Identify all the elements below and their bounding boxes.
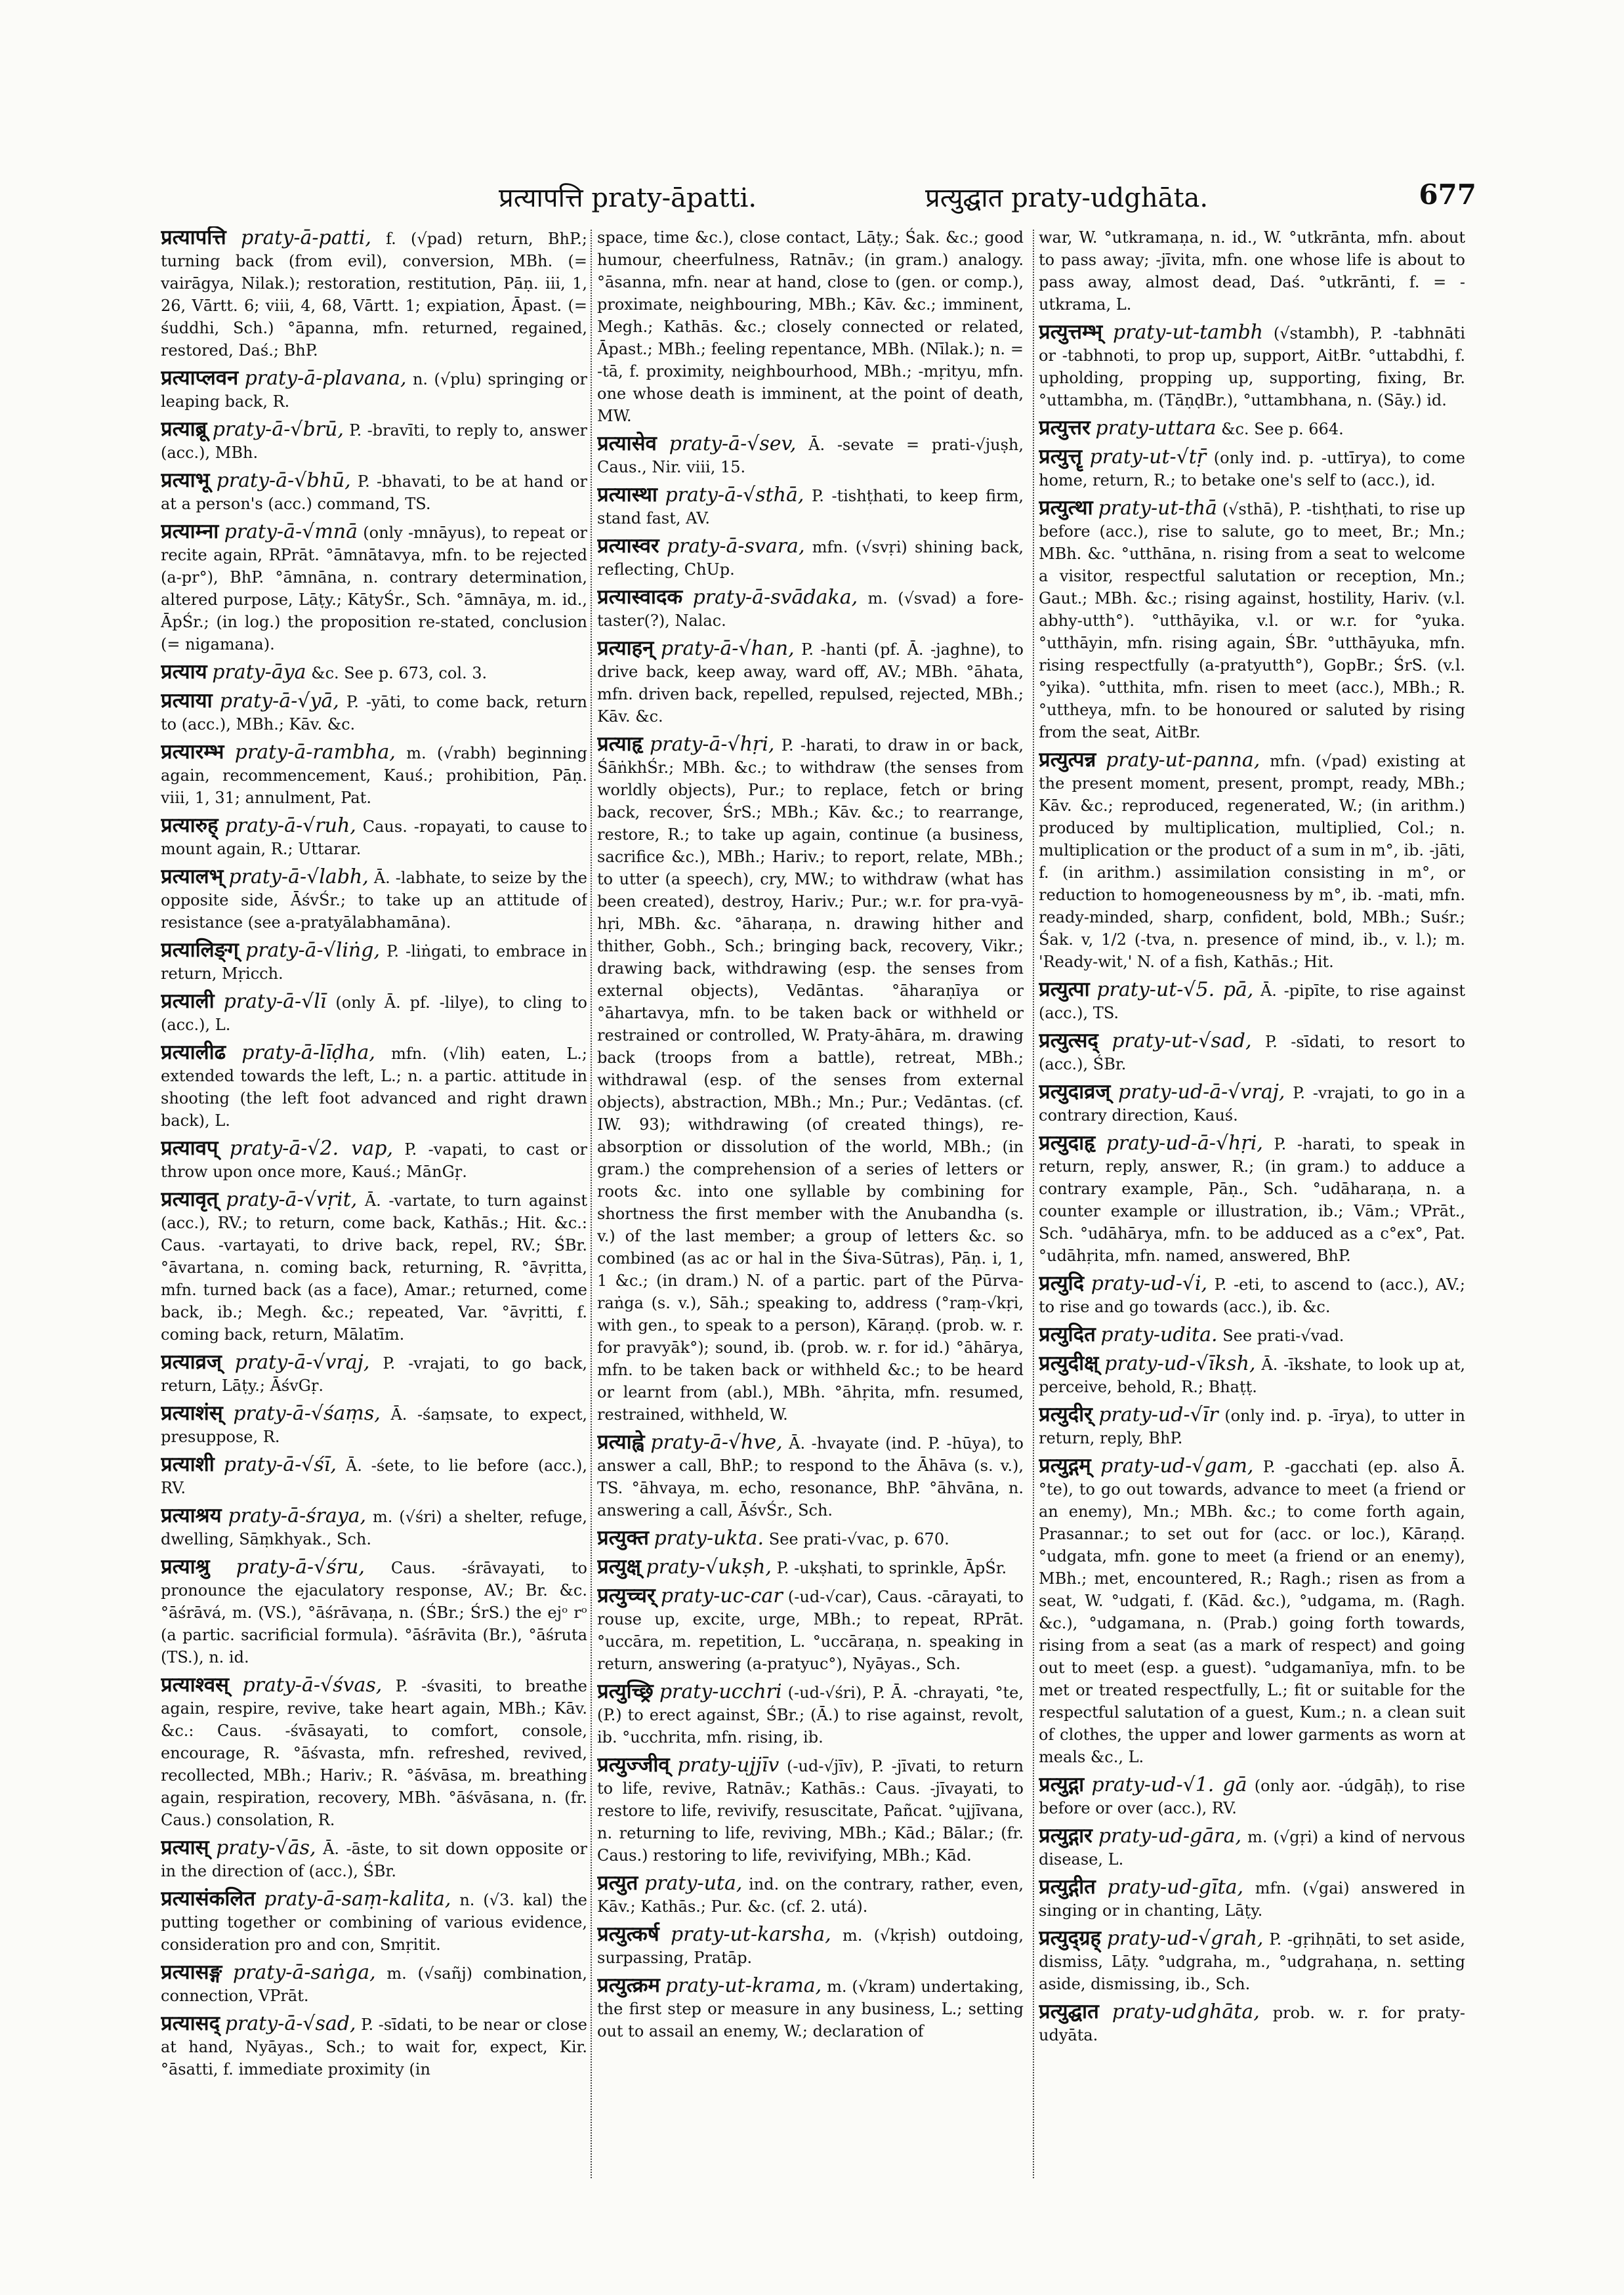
dictionary-columns bbox=[161, 226, 1480, 2214]
headword-transliteration: praty-ā-√sthā, bbox=[665, 484, 804, 507]
dictionary-entry bbox=[1039, 1323, 1465, 1347]
entry-definition: P. -liṅgati, to embrace in return, Mṛicch. bbox=[161, 942, 587, 983]
headword-devanagari: प्रत्युत्था bbox=[1039, 496, 1093, 520]
dictionary-entry bbox=[1039, 1825, 1465, 1871]
header-right: प्रत्युद्घात praty-udghāta. bbox=[925, 183, 1209, 213]
column-3 bbox=[1039, 226, 1465, 2208]
entry-definition: P. -sīdati, to resort to (acc.), ŚBr. bbox=[1039, 1033, 1465, 1073]
dictionary-entry bbox=[597, 586, 1024, 632]
headword-transliteration: praty-ā-√śru, bbox=[236, 1556, 365, 1579]
entry-definition: P. -harati, to draw in or back, ŚāṅkhŚr.; MBh. &c.; to withdraw (the senses from worldly objects), Pur.; to replace, fetch or bring back, recover, ŚrS.; MBh.; Kāv. &c.; to rearrange, restore, R.; to take up again, continue (a business, sacrifice &c.), MBh.; Hariv.; to report, relate, MBh.; to utter (a speech), cry, MW.; to withdraw (what has been created), destroy, Hariv.; Pur.; w.r. for pra-vyā-hṛi, MBh. &c. °āharaṇa, n. drawing hither and thither, Gobh., Sch.; bringing back, recovery, Vikr.; drawing back, withdrawing (esp. the senses from external objects), Vedāntas. °āharaṇīya or °āhartavya, mfn. to be taken back or withheld or restrained or controlled, W. Praty-āhāra, m. drawing back (troops from a battle), retreat, MBh.; withdrawal (esp. of the senses from external objects), abstraction, MBh.; Mn.; Pur.; Vedāntas. (cf. IW. 93); withdrawing (of created things), re-absorption or dissolution of the world, MBh.; (in gram.) the comprehension of a series of letters or roots &c. into one syllable by combining for shortness the first member with the Anubandha (s. v.) of the last member; a group of letters &c. so combined (as ac or hal in the Śiva-Sūtras), Pāṇ. i, 1, 1 &c.; (in dram.) N. of a partic. part of the Pūrva-raṅga (s. v.), Sāh.; speaking to, address (°raṃ-√kṛi, with gen., to speak to a person), Kāraṇḍ. (prob. w. r. for pravyāk°); sound, ib. (prob. w. r. for id.) °āhārya, mfn. to be taken back or withheld &c.; to be heard or learnt from (abl.), MBh. °āhṛita, mfn. resumed, restrained, withheld, W. bbox=[597, 736, 1024, 1424]
headword-transliteration: praty-ud-√grah, bbox=[1106, 1927, 1264, 1950]
dictionary-entry bbox=[161, 1188, 587, 1346]
dictionary-entry bbox=[161, 1453, 587, 1499]
headword-transliteration: praty-ut-√5. pā, bbox=[1096, 978, 1254, 1001]
headword-devanagari: प्रत्यास्वादक bbox=[597, 585, 683, 609]
headword-transliteration: praty-ā-√bhū, bbox=[216, 469, 351, 492]
headword-devanagari: प्रत्यापत्ति bbox=[161, 226, 226, 249]
dictionary-entry bbox=[161, 814, 587, 860]
dictionary-entry bbox=[597, 432, 1024, 478]
headword-devanagari: प्रत्यावृत् bbox=[161, 1188, 219, 1211]
headword-transliteration: praty-udghāta, bbox=[1112, 2000, 1260, 2023]
entry-definition: m. (√sañj) combination, connection, VPrāt. bbox=[161, 1964, 587, 2005]
headword-transliteration: praty-ukta. bbox=[654, 1527, 764, 1550]
entry-definition: Ā. -īkshate, to look up at, perceive, behold, R.; Bhaṭṭ. bbox=[1039, 1355, 1465, 1396]
running-header bbox=[157, 178, 1476, 224]
headword-transliteration: praty-udita. bbox=[1100, 1323, 1218, 1346]
headword-devanagari: प्रत्युदीर् bbox=[1039, 1403, 1093, 1426]
headword-devanagari: प्रत्यासङ्ग bbox=[161, 1960, 222, 1984]
entry-definition: P. -vrajati, to go back, return, Lāṭy.; ĀśvGṛ. bbox=[161, 1354, 587, 1395]
headword-devanagari: प्रत्याश्रय bbox=[161, 1504, 222, 1527]
dictionary-entry bbox=[597, 733, 1024, 1426]
dictionary-entry bbox=[1039, 1029, 1465, 1075]
headword-devanagari: प्रत्याशी bbox=[161, 1453, 215, 1476]
entry-definition: m. (√rabh) beginning again, recommencement, Kauś.; prohibition, Pāṇ. viii, 1, 31; annulment, Pat. bbox=[161, 744, 587, 807]
dictionary-entry bbox=[1039, 749, 1465, 973]
headword-transliteration: praty-ā-plavana, bbox=[244, 367, 407, 390]
headword-transliteration: praty-ā-√liṅg, bbox=[245, 939, 380, 962]
dictionary-entry bbox=[1039, 1272, 1465, 1318]
entry-definition: Ā. -pipīte, to rise against (acc.), TS. bbox=[1039, 982, 1465, 1022]
dictionary-entry bbox=[597, 1556, 1024, 1579]
dictionary-entry bbox=[1039, 226, 1465, 316]
headword-transliteration: praty-ut-panna, bbox=[1106, 749, 1260, 772]
headword-transliteration: praty-ā-√ruh, bbox=[224, 814, 356, 837]
dictionary-entry bbox=[161, 520, 587, 655]
entry-definition: P. -śvasiti, to breathe again, respire, revive, take heart again, MBh.; Kāv. &c.: Caus. -śvāsayati, to comfort, console, encourage, R. °āśvasta, mfn. refreshed, revived, recollected, MBh.; Hariv.; R. °āśvāsa, m. breathing again, respiration, recovery, MBh. °āśvāsana, n. (fr. Caus.) consolation, R. bbox=[161, 1677, 587, 1829]
dictionary-entry bbox=[161, 1351, 587, 1397]
headword-devanagari: प्रत्युत्तॄ bbox=[1039, 445, 1083, 468]
headword-devanagari: प्रत्यास्वर bbox=[597, 534, 659, 558]
headword-devanagari: प्रत्युद्गार bbox=[1039, 1824, 1093, 1848]
entry-definition: P. -eti, to ascend to (acc.), AV.; to rise and go towards (acc.), ib. &c. bbox=[1039, 1275, 1465, 1316]
dictionary-entry bbox=[597, 1584, 1024, 1675]
dictionary-entry bbox=[1039, 1081, 1465, 1127]
headword-devanagari: प्रत्यालीढ bbox=[161, 1041, 226, 1064]
headword-transliteration: praty-ā-√sad, bbox=[224, 2012, 356, 2035]
dictionary-entry bbox=[597, 535, 1024, 581]
dictionary-entry bbox=[1039, 1455, 1465, 1768]
entry-definition: (only -mnāyus), to repeat or recite again, RPrāt. °āmnātavya, mfn. to be rejected (a-pr°), BhP. °āmnāna, n. contrary determination, altered purpose, Lāṭy.; KātyŚr., Sch. °āmnāya, m. id., ĀpŚr.; (in log.) the proposition re-stated, conclusion (= nigamana). bbox=[161, 524, 587, 653]
dictionary-entry bbox=[161, 1556, 587, 1668]
headword-devanagari: प्रत्युच्चर् bbox=[597, 1584, 656, 1607]
dictionary-entry bbox=[597, 637, 1024, 728]
headword-devanagari: प्रत्याशंस् bbox=[161, 1401, 223, 1425]
headword-transliteration: praty-ā-śraya, bbox=[228, 1504, 367, 1527]
headword-devanagari: प्रत्याश्वस् bbox=[161, 1673, 230, 1697]
entry-definition: See prati-√vac, p. 670. bbox=[768, 1530, 949, 1548]
headword-transliteration: praty-ā-√mnā bbox=[224, 520, 358, 543]
headword-transliteration: praty-ā-√labh, bbox=[228, 865, 369, 888]
entry-definition: Caus. -śrāvayati, to pronounce the ejaculatory response, AV.; Br. &c. °āśrāvá, m. (VS.), °āśrāvaṇa, n. (ŚBr.; ŚrS.) the ejᵒ rᵒ (a partic. sacrificial formula). °āśrāvita (Br.), °āśruta (TS.), n. id. bbox=[161, 1559, 587, 1666]
entry-definition: (only Ā. pf. -lilye), to cling to (acc.), L. bbox=[161, 993, 587, 1034]
headword-devanagari: प्रत्याहृ bbox=[597, 732, 643, 756]
entry-definition: Ā. -hvayate (ind. P. -hūya), to answer a call, BhP.; to respond to the Āhāva (s. v.), TS. °āhvaya, m. echo, resonance, BhP. °āhvāna, n. answering a call, ĀśvŚr., Sch. bbox=[597, 1434, 1024, 1520]
headword-transliteration: praty-ā-rambha, bbox=[234, 741, 396, 764]
dictionary-entry bbox=[1039, 1927, 1465, 1995]
headword-transliteration: praty-ā-√brū, bbox=[212, 418, 344, 441]
dictionary-entry bbox=[597, 1974, 1024, 2042]
dictionary-entry bbox=[161, 1137, 587, 1183]
headword-devanagari: प्रत्यावप् bbox=[161, 1136, 219, 1160]
dictionary-entry bbox=[1039, 445, 1465, 491]
entry-definition: n. (√3. kal) the putting together or combining of various evidence, consideration pro and con, Smṛitit. bbox=[161, 1891, 587, 1954]
dictionary-entry bbox=[161, 1888, 587, 1956]
headword-devanagari: प्रत्युदीक्ष् bbox=[1039, 1352, 1099, 1375]
entry-definition: P. -gacchati (ep. also Ā. °te), to go out towards, advance to meet (a friend or an enemy), Mn.; MBh. &c.; to come forth again, Prasannar.; to set out for (acc. or loc.), Kāraṇḍ. °udgata, mfn. gone to meet (a friend or an enemy), MBh.; met, encountered, R.; Ragh.; risen as from a seat, W. °udgati, f. (Kād. &c.), °udgama, m. (Ragh. &c.), °udgamana, n. (Prab.) going forth towards, rising from a seat (as a mark of respect) and going out to meet (esp. a guest). °udgamanīya, mfn. to be met or treated respectfully, L.; fit or suitable for the respectful salutation of a guest, Kum.; n. a clean suit of clothes, the upper and lower garments as worn at meals &c., L. bbox=[1039, 1458, 1465, 1766]
headword-devanagari: प्रत्यासेव bbox=[597, 432, 657, 455]
dictionary-entry bbox=[1039, 1773, 1465, 1819]
headword-devanagari: प्रत्यासद् bbox=[161, 2012, 220, 2035]
dictionary-entry bbox=[1039, 2000, 1465, 2046]
dictionary-entry bbox=[597, 1754, 1024, 1867]
entry-definition: (-ud-√śri), P. Ā. -chrayati, °te, (P.) to erect against, ŚBr.; (Ā.) to rise against, revolt, ib. °ucchrita, mfn. rising, ib. bbox=[597, 1684, 1024, 1747]
headword-transliteration: praty-ā-√śaṃs, bbox=[233, 1402, 381, 1425]
headword-transliteration: praty-ā-svara, bbox=[666, 535, 805, 558]
entry-definition: m. (√śri) a shelter, refuge, dwelling, Sāṃkhyak., Sch. bbox=[161, 1508, 587, 1548]
dictionary-entry bbox=[597, 1680, 1024, 1748]
headword-transliteration: praty-ā-√2. vap, bbox=[229, 1137, 394, 1160]
dictionary-entry bbox=[161, 469, 587, 515]
entry-definition: (-ud-√jīv), P. -jīvati, to return to life, revive, Ratnāv.; Kathās.: Caus. -jīvayati, to restore to life, revivify, resuscitate, Pañcat. °ujjīvana, n. returning to life, reviving, MBh.; Kād.; Bālar.; (fr. Caus.) restoring to life, revivifying, MBh.; Kād. bbox=[597, 1757, 1024, 1865]
headword-transliteration: praty-ā-√śvas, bbox=[242, 1674, 383, 1697]
entry-definition: Ā. -sevate = prati-√juṣh, Caus., Nir. viii, 15. bbox=[597, 436, 1024, 476]
entry-definition: P. -vapati, to cast or throw upon once more, Kauś.; MānGṛ. bbox=[161, 1140, 587, 1181]
headword-devanagari: प्रत्याहन् bbox=[597, 636, 654, 660]
dictionary-entry bbox=[597, 484, 1024, 529]
headword-transliteration: praty-ud-√gam, bbox=[1100, 1455, 1254, 1478]
headword-devanagari: प्रत्याय bbox=[161, 660, 207, 684]
entry-definition: war, W. °utkramaṇa, n. id., W. °utkrānta, mfn. about to pass away; -jīvita, mfn. one whose life is about to pass away, almost dead, Daś. °utkrānti, f. = -utkrama, L. bbox=[1039, 228, 1465, 314]
headword-transliteration: praty-āya bbox=[212, 661, 306, 684]
headword-devanagari: प्रत्युक्ष् bbox=[597, 1555, 641, 1579]
entry-definition: Caus. -ropayati, to cause to mount again, R.; Uttarar. bbox=[161, 817, 587, 858]
dictionary-entry bbox=[161, 939, 587, 985]
entry-definition: mfn. (√gai) answered in singing or in chanting, Lāṭy. bbox=[1039, 1879, 1465, 1920]
dictionary-entry bbox=[161, 367, 587, 413]
entry-definition: P. -gṛihṇāti, to set aside, dismiss, Lāṭy. °udgraha, m., °udgrahaṇa, n. setting aside, dismissing, ib., Sch. bbox=[1039, 1930, 1465, 1993]
entry-definition: (only ind. p. -uttīrya), to come home, return, R.; to betake one's self to (acc.), id. bbox=[1039, 449, 1465, 489]
entry-definition: mfn. (√pad) existing at the present moment, present, prompt, ready, MBh.; Kāv. &c.; reproduced, regenerated, W.; (in arithm.) produced by multiplication, multiplied, Col.; n. multiplication or the product of a sum in m°, ib. -jāti, f. (in arithm.) assimilation consisting in m°, or reduction to homogeneousness by m°, ib. -mati, mfn. ready-minded, sharp, confident, bold, MBh.; Suśr.; Śak. v, 1/2 (-tva, n. presence of mind, ib., v. l.); m. 'Ready-wit,' N. of a fish, Kathās.; Hit. bbox=[1039, 752, 1465, 971]
entry-definition: P. -bravīti, to reply to, answer (acc.), MBh. bbox=[161, 421, 587, 462]
dictionary-entry bbox=[597, 226, 1024, 427]
entry-definition: f. (√pad) return, BhP.; turning back (from evil), conversion, MBh. (= vairāgya, Nilak.); restoration, restitution, Pāṇ. iii, 1, 26, Vārtt. 6; viii, 4, 68, Vārtt. 1; expiation, Āpast. (= śuddhi, Sch.) °āpanna, mfn. returned, regained, restored, Daś.; BhP. bbox=[161, 230, 587, 360]
entry-definition: mfn. (√svṛi) shining back, reflecting, ChUp. bbox=[597, 538, 1024, 579]
headword-devanagari: प्रत्युज्जीव् bbox=[597, 1753, 670, 1777]
dictionary-entry bbox=[161, 990, 587, 1036]
headword-transliteration: praty-uc-car bbox=[660, 1584, 783, 1607]
dictionary-entry bbox=[161, 741, 587, 809]
headword-devanagari: प्रत्युद्ग्रह् bbox=[1039, 1926, 1102, 1950]
entry-definition: Ā. -śete, to lie before (acc.), RV. bbox=[161, 1457, 587, 1497]
headword-transliteration: praty-ā-√hṛi, bbox=[649, 733, 775, 756]
headword-transliteration: praty-uta, bbox=[644, 1872, 743, 1895]
page-number: 677 bbox=[1419, 178, 1476, 211]
headword-devanagari: प्रत्युत्तम्भ् bbox=[1039, 320, 1103, 344]
entry-definition: mfn. (√lih) eaten, L.; extended towards the left, L.; n. a partic. attitude in shooting (the left foot advanced and right drawn back), L. bbox=[161, 1044, 587, 1130]
headword-transliteration: praty-ā-patti, bbox=[240, 226, 371, 249]
headword-devanagari: प्रत्युक्त bbox=[597, 1526, 649, 1550]
headword-transliteration: praty-ut-krama, bbox=[665, 1974, 822, 1997]
dictionary-entry bbox=[1039, 497, 1465, 743]
headword-transliteration: praty-ud-ā-√vraj, bbox=[1118, 1081, 1285, 1104]
headword-transliteration: praty-ud-gīta, bbox=[1107, 1876, 1244, 1899]
headword-transliteration: praty-ud-√īr bbox=[1098, 1403, 1218, 1426]
dictionary-entry bbox=[161, 1674, 587, 1831]
headword-transliteration: praty-uttara bbox=[1095, 417, 1217, 440]
headword-transliteration: praty-ā-saṃ-kalita, bbox=[264, 1888, 451, 1911]
headword-devanagari: प्रत्युदि bbox=[1039, 1272, 1085, 1295]
dictionary-entry bbox=[161, 865, 587, 934]
headword-devanagari: प्रत्युत्पन्न bbox=[1039, 748, 1096, 772]
headword-transliteration: praty-ut-tambh bbox=[1113, 321, 1263, 344]
dictionary-entry bbox=[597, 1923, 1024, 1969]
headword-devanagari: प्रत्यालभ् bbox=[161, 865, 224, 888]
entry-definition: Ā. -śaṃsate, to expect, presuppose, R. bbox=[161, 1405, 587, 1446]
dictionary-entry bbox=[161, 661, 587, 684]
headword-transliteration: praty-ucchri bbox=[659, 1680, 782, 1703]
headword-devanagari: प्रत्युत bbox=[597, 1871, 638, 1895]
headword-transliteration: praty-ud-ā-√hṛi, bbox=[1106, 1132, 1263, 1155]
headword-transliteration: praty-ā-√śī, bbox=[223, 1453, 337, 1476]
headword-devanagari: प्रत्युदाहृ bbox=[1039, 1131, 1096, 1155]
headword-transliteration: praty-√ās, bbox=[216, 1836, 316, 1859]
entry-definition: (√sthā), P. -tishṭhati, to rise up before (acc.), rise to salute, go to meet, Br.; Mn.; MBh. &c. °utthāna, n. rising from a seat to welcome a visitor, respectful salutation or reception, Mn.; Gaut.; MBh. &c.; rising against, hostility, Hariv. (v.l. abhy-utth°). °utthāyika, v.l. or w.r. for °yuka. °utthāyin, mfn. rising again, ŚBr. °utthāyuka, mfn. rising respectfully (a-pratyutth°), GopBr.; ŚrS. (v.l. °yika). °utthita, mfn. risen to meet (acc.), MBh.; R. °uttheya, mfn. to be honoured or saluted by rising from the seat, AitBr. bbox=[1039, 500, 1465, 741]
dictionary-entry bbox=[1039, 417, 1465, 440]
dictionary-entry bbox=[1039, 1403, 1465, 1449]
headword-devanagari: प्रत्युत्कर्ष bbox=[597, 1922, 659, 1946]
dictionary-entry bbox=[161, 1961, 587, 2007]
dictionary-entry bbox=[1039, 321, 1465, 411]
entry-definition: Ā. -āste, to sit down opposite or in the direction of (acc.), ŚBr. bbox=[161, 1840, 587, 1880]
entry-definition: prob. w. r. for praty-udyāta. bbox=[1039, 2004, 1465, 2044]
headword-transliteration: praty-ā-√sev, bbox=[669, 432, 797, 455]
entry-definition: P. -tishṭhati, to keep firm, stand fast, AV. bbox=[597, 487, 1024, 527]
dictionary-entry bbox=[1039, 1876, 1465, 1922]
headword-devanagari: प्रत्युच्छ्रि bbox=[597, 1680, 654, 1703]
headword-transliteration: praty-ā-√vṛit, bbox=[226, 1188, 358, 1211]
entry-definition: P. -ukṣhati, to sprinkle, ĀpŚr. bbox=[776, 1559, 1007, 1577]
headword-transliteration: praty-ud-√īksh, bbox=[1104, 1352, 1256, 1375]
headword-devanagari: प्रत्युत्सद् bbox=[1039, 1029, 1098, 1052]
headword-devanagari: प्रत्याम्ना bbox=[161, 520, 219, 543]
column-2 bbox=[597, 226, 1024, 2208]
headword-devanagari: प्रत्युद्गीत bbox=[1039, 1875, 1096, 1899]
entry-definition: &c. See p. 673, col. 3. bbox=[311, 664, 488, 682]
dictionary-entry bbox=[1039, 978, 1465, 1024]
headword-devanagari: प्रत्यासंकलित bbox=[161, 1887, 256, 1911]
headword-devanagari: प्रत्युत्क्रम bbox=[597, 1974, 660, 1997]
headword-devanagari: प्रत्यास्था bbox=[597, 483, 657, 507]
headword-transliteration: praty-ut-karsha, bbox=[671, 1923, 831, 1946]
headword-transliteration: praty-ā-√han, bbox=[660, 637, 795, 660]
headword-devanagari: प्रत्याभू bbox=[161, 468, 210, 492]
headword-transliteration: praty-√ukṣh, bbox=[646, 1556, 772, 1579]
headword-devanagari: प्रत्युद्गा bbox=[1039, 1773, 1085, 1796]
headword-transliteration: praty-ut-thā bbox=[1098, 497, 1217, 520]
dictionary-entry bbox=[597, 1431, 1024, 1521]
dictionary-entry bbox=[1039, 1352, 1465, 1398]
headword-transliteration: praty-ā-līḍha, bbox=[241, 1041, 375, 1064]
entry-definition: Ā. -labhate, to seize by the opposite side, ĀśvŚr.; to take up an attitude of resistance (see a-pratyālabhamāna). bbox=[161, 869, 587, 932]
entry-definition: (only aor. -údgāḥ), to rise before or over (acc.), RV. bbox=[1039, 1777, 1465, 1817]
headword-devanagari: प्रत्यारम्भ bbox=[161, 740, 224, 764]
headword-devanagari: प्रत्यालिङ्ग् bbox=[161, 938, 239, 962]
headword-devanagari: प्रत्याह्वे bbox=[597, 1430, 644, 1454]
headword-devanagari: प्रत्याया bbox=[161, 689, 213, 713]
headword-devanagari: प्रत्युत्पा bbox=[1039, 978, 1090, 1001]
dictionary-entry bbox=[161, 1402, 587, 1448]
dictionary-entry bbox=[161, 1041, 587, 1132]
entry-definition: P. -vrajati, to go in a contrary direction, Kauś. bbox=[1039, 1084, 1465, 1125]
dictionary-entry bbox=[1039, 1132, 1465, 1267]
headword-transliteration: praty-ud-√1. gā bbox=[1091, 1773, 1247, 1796]
entry-definition: See prati-√vad. bbox=[1222, 1327, 1344, 1345]
dictionary-entry bbox=[161, 226, 587, 362]
dictionary-entry bbox=[161, 2012, 587, 2080]
entry-definition: P. -yāti, to come back, return to (acc.), MBh.; Kāv. &c. bbox=[161, 693, 587, 734]
dictionary-entry bbox=[161, 418, 587, 464]
headword-transliteration: praty-ut-√tṝ bbox=[1089, 445, 1207, 468]
entry-definition: P. -sīdati, to be near or close at hand, Nyāyas., Sch.; to wait for, expect, Kir. °āsatti, f. immediate proximity (in bbox=[161, 2016, 587, 2078]
dictionary-entry bbox=[597, 1527, 1024, 1550]
headword-devanagari: प्रत्याली bbox=[161, 989, 215, 1013]
entry-definition: (-ud-√car), Caus. -cārayati, to rouse up, excite, urge, MBh.; to repeat, RPrāt. °uccāra, m. repetition, L. °uccāraṇa, n. speaking in return, answering (a-pratyuc°), Nyāyas., Sch. bbox=[597, 1588, 1024, 1673]
entry-definition: n. (√plu) springing or leaping back, R. bbox=[161, 370, 587, 411]
entry-definition: m. (√gṛi) a kind of nervous disease, L. bbox=[1039, 1828, 1465, 1869]
entry-definition: (only ind. p. -īrya), to utter in return, reply, BhP. bbox=[1039, 1407, 1465, 1447]
headword-devanagari: प्रत्यारुह् bbox=[161, 814, 219, 837]
entry-definition: P. -harati, to speak in return, reply, answer, R.; (in gram.) to adduce a contrary example, Pāṇ., Sch. °udāharaṇa, n. a counter example or illustration, ib.; Vām.; VPrāt., Sch. °udāhārya, mfn. to be adduced as a c°ex°, Pat. °udāhṛita, mfn. named, answered, BhP. bbox=[1039, 1135, 1465, 1265]
headword-devanagari: प्रत्याप्लवन bbox=[161, 366, 239, 390]
headword-transliteration: praty-ā-√yā, bbox=[219, 690, 339, 713]
entry-definition: m. (√kṛish) outdoing, surpassing, Pratāp. bbox=[597, 1926, 1024, 1967]
dictionary-entry bbox=[161, 1504, 587, 1550]
entry-definition: ind. on the contrary, rather, even, Kāv.; Kathās.; Pur. &c. (cf. 2. utá). bbox=[597, 1875, 1024, 1916]
headword-devanagari: प्रत्युद्घात bbox=[1039, 2000, 1099, 2023]
headword-devanagari: प्रत्याव्रज् bbox=[161, 1350, 222, 1374]
entry-definition: P. -bhavati, to be at hand or at a person's (acc.) command, TS. bbox=[161, 472, 587, 513]
dictionary-entry bbox=[597, 1872, 1024, 1918]
entry-definition: m. (√svad) a fore-taster(?), Nalac. bbox=[597, 589, 1024, 630]
headword-transliteration: praty-ā-svādaka, bbox=[692, 586, 858, 609]
headword-transliteration: praty-ut-√sad, bbox=[1112, 1029, 1252, 1052]
entry-definition: space, time &c.), close contact, Lāṭy.; Śak. &c.; good humour, cheerfulness, Ratnāv.; (in gram.) analogy. °āsanna, mfn. near at hand, close to (gen. or comp.), proximate, neighbouring, MBh.; Kāv. &c.; imminent, Megh.; Kathās. &c.; closely connected or related, Āpast.; MBh.; feeling repentance, MBh. (Nīlak.); n. = -tā, f. proximity, neighbourhood, MBh.; -mṛityu, mfn. one whose death is imminent, at the point of death, MW. bbox=[597, 228, 1024, 425]
headword-transliteration: praty-ujjīv bbox=[677, 1754, 780, 1777]
column-1 bbox=[161, 226, 587, 2208]
headword-transliteration: praty-ud-gāra, bbox=[1098, 1825, 1242, 1848]
entry-definition: m. (√kram) undertaking, the first step or measure in any business, L.; setting out to assail an enemy, W.; declaration of bbox=[597, 1977, 1024, 2040]
headword-transliteration: praty-ud-√i, bbox=[1091, 1272, 1208, 1295]
entry-definition: &c. See p. 664. bbox=[1221, 420, 1344, 438]
headword-devanagari: प्रत्युदित bbox=[1039, 1323, 1096, 1346]
headword-devanagari: प्रत्याश्रु bbox=[161, 1555, 210, 1579]
header-left: प्रत्यापत्ति praty-āpatti. bbox=[499, 183, 757, 213]
dictionary-entry bbox=[161, 1836, 587, 1882]
headword-transliteration: praty-ā-√vraj, bbox=[234, 1351, 370, 1374]
headword-devanagari: प्रत्युत्तर bbox=[1039, 416, 1091, 440]
entry-definition: P. -hanti (pf. Ā. -jaghne), to drive back, keep away, ward off, AV.; MBh. °āhata, mfn. driven back, repelled, repulsed, rejected, MBh.; Kāv. &c. bbox=[597, 640, 1024, 726]
entry-definition: (√stambh), P. -tabhnāti or -tabhnoti, to prop up, support, AitBr. °uttabdhi, f. upholding, propping up, supporting, fixing, Br. °uttambha, m. (TāṇḍBr.), °uttambhana, n. (Sāy.) id. bbox=[1039, 324, 1465, 409]
headword-devanagari: प्रत्यास् bbox=[161, 1836, 209, 1859]
headword-devanagari: प्रत्युदाव्रज् bbox=[1039, 1080, 1111, 1104]
headword-transliteration: praty-ā-saṅga, bbox=[232, 1961, 376, 1984]
dictionary-entry bbox=[161, 690, 587, 735]
headword-transliteration: praty-ā-√lī bbox=[223, 990, 327, 1013]
entry-definition: Ā. -vartate, to turn against (acc.), RV.; to return, come back, Kathās.; Hit. &c.: Caus. -vartayati, to drive back, repel, RV.; ŚBr. °āvartana, n. coming back, returning, R. °āvṛitta, mfn. turned back (as a face), Amar.; returned, come back, ib.; Megh. &c.; repeated, Var. °āvṛitti, f. coming back, return, Mālatīm. bbox=[161, 1191, 587, 1344]
headword-devanagari: प्रत्याब्रू bbox=[161, 417, 207, 441]
headword-transliteration: praty-ā-√hve, bbox=[650, 1431, 783, 1454]
headword-devanagari: प्रत्युद्गम् bbox=[1039, 1454, 1091, 1478]
